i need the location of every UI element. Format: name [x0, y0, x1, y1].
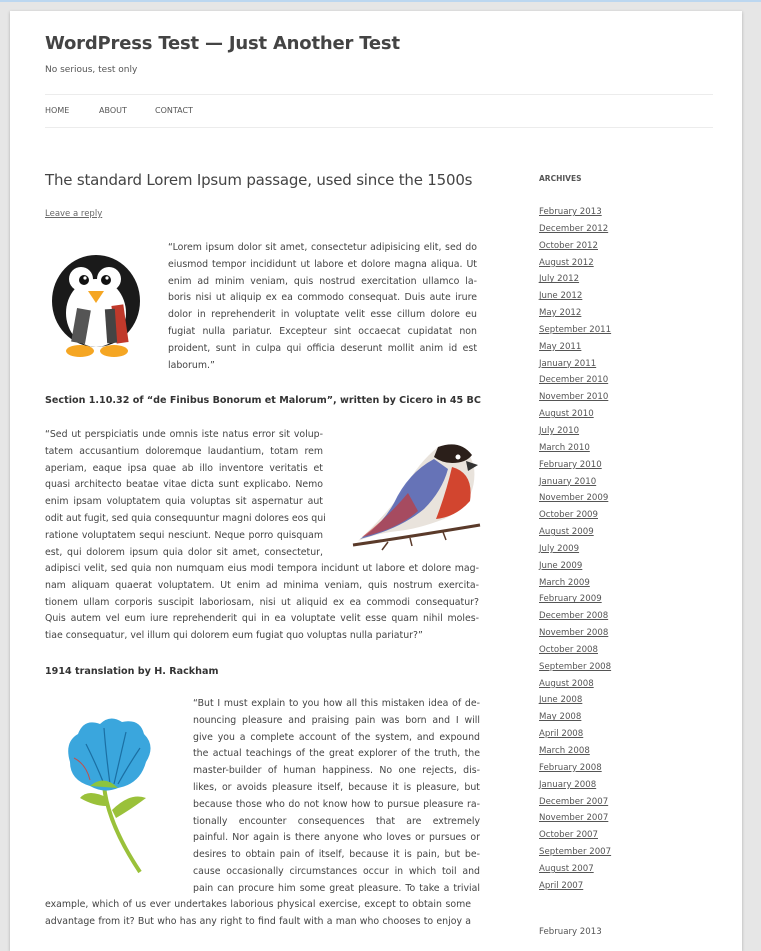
archive-link[interactable]: December 2008 [539, 611, 609, 622]
leave-reply-link[interactable]: Leave a reply [45, 209, 103, 219]
archive-item [539, 778, 611, 795]
main-navigation [45, 94, 713, 128]
text-line: nam aliquam quaerat voluptatem. Ut enim ad minima veniam, quis nostrum exercita- [45, 579, 479, 591]
archive-link[interactable]: September 2008 [539, 661, 612, 672]
archive-link[interactable]: February 2013 [539, 927, 602, 937]
archive-item [539, 441, 611, 458]
text-line: “Lorem ipsum dolor sit amet, consectetur adipisicing elit, sed do [168, 242, 477, 253]
text-line: nouncing pleasure and praising pain was born and I will [193, 714, 480, 726]
archive-item [539, 222, 611, 239]
archive-link[interactable]: October 2007 [539, 830, 598, 841]
archive-item [539, 660, 611, 677]
paragraph-sed-ut-full [45, 561, 479, 645]
archive-item [539, 390, 611, 407]
text-line: laborum.” [168, 359, 215, 371]
text-line: “Sed ut perspiciatis unde omnis iste natus error sit volup- [45, 429, 323, 440]
text-line: tionem ullam corporis suscipit laboriosam, nisi ut aliquid ex ea commodi consequatur? [45, 596, 479, 608]
archive-item [539, 744, 611, 761]
archive-link[interactable]: June 2009 [539, 560, 583, 571]
text-line: Quis autem vel eum iure reprehenderit qui in ea voluptate velit esse quam nihil moles- [45, 613, 479, 625]
archive-item [539, 862, 611, 879]
archive-link[interactable]: July 2010 [539, 425, 580, 436]
archive-link[interactable]: April 2008 [539, 729, 584, 740]
text-line: “But I must explain to you how all this mistaken idea of de- [193, 698, 480, 709]
text-line: example, which of us ever undertakes laborious physical exercise, except to obtain some [45, 899, 471, 910]
archives-widget-title: ARCHIVES [539, 174, 582, 183]
archive-link[interactable]: February 2013 [539, 207, 602, 217]
archive-item [539, 677, 611, 694]
archive-item [539, 559, 611, 576]
archive-link[interactable]: October 2012 [539, 240, 598, 251]
text-line: ratione voluptatem sequi nesciunt. Neque porro quisquam [45, 529, 323, 541]
archive-link[interactable]: August 2007 [539, 863, 594, 874]
penguin-icon [44, 247, 154, 359]
archive-link[interactable]: August 2009 [539, 527, 594, 538]
archive-link[interactable]: October 2008 [539, 644, 598, 655]
text-line: dolor in reprehenderit in voluptate velit esse cillum dolore eu [168, 309, 477, 321]
archive-link[interactable]: August 2010 [539, 409, 594, 420]
archive-link[interactable]: April 2007 [539, 880, 584, 891]
archive-item [539, 795, 611, 812]
paragraph-but-i-wrapped [193, 696, 480, 898]
archive-item [539, 340, 611, 357]
archive-link[interactable]: August 2012 [539, 257, 594, 268]
archive-link[interactable]: February 2009 [539, 594, 602, 605]
archive-link[interactable]: November 2009 [539, 493, 609, 504]
browser-top-line [0, 0, 761, 2]
flower-icon [60, 714, 160, 876]
archive-item [539, 289, 611, 306]
archive-link[interactable]: October 2009 [539, 510, 598, 521]
archive-item [539, 576, 611, 593]
archive-item [539, 205, 611, 222]
archive-link[interactable]: February 2008 [539, 762, 602, 773]
archive-link[interactable]: June 2008 [539, 695, 583, 706]
archive-link[interactable]: September 2011 [539, 324, 612, 335]
archive-link[interactable]: June 2012 [539, 291, 583, 302]
archive-item [539, 710, 611, 727]
archive-item [539, 693, 611, 710]
archive-link[interactable]: February 2010 [539, 459, 602, 470]
text-line: because those who do not know how to pursue pleasure ra- [193, 798, 480, 810]
archive-link[interactable]: January 2008 [539, 779, 597, 790]
site-title[interactable]: WordPress Test — Just Another Test [45, 33, 400, 54]
archive-item [539, 424, 611, 441]
nav-item-home[interactable]: HOME [45, 106, 70, 115]
archive-link[interactable]: November 2010 [539, 392, 609, 403]
archives-list [539, 205, 611, 896]
archive-item [539, 761, 611, 778]
text-line: cause occasionally circumstances occur in which toil and [193, 865, 480, 877]
archive-link[interactable]: December 2012 [539, 223, 609, 234]
text-line: proident, sunt in culpa qui officia deserunt mollit anim id est [168, 342, 477, 354]
archive-item [539, 407, 611, 424]
archive-link[interactable]: August 2008 [539, 678, 594, 689]
archive-item [539, 373, 611, 390]
archive-item [539, 609, 611, 626]
archive-item [539, 323, 611, 340]
text-line: likes, or avoids pleasure itself, because it is pleasure, but [193, 781, 480, 793]
nav-item-about[interactable]: ABOUT [99, 106, 127, 115]
archive-item [539, 727, 611, 744]
archive-link[interactable]: November 2008 [539, 628, 609, 639]
text-line: quasi architecto beatae vitae dicta sunt explicabo. Nemo [45, 479, 323, 491]
text-line: est, qui dolorem ipsum quia dolor sit amet, consectetur, [45, 546, 323, 558]
archive-item [539, 811, 611, 828]
archive-item [539, 458, 611, 475]
archive-item [539, 272, 611, 289]
section-heading-rackham: 1914 translation by H. Rackham [45, 666, 219, 677]
text-line: tionally encounter consequences that are extremely [193, 815, 480, 827]
archive-link[interactable]: January 2010 [539, 476, 597, 487]
text-line: odit aut fugit, sed quia consequuntur magni dolores eos qui [45, 512, 326, 524]
archive-link[interactable]: July 2009 [539, 543, 580, 554]
site-description: No serious, test only [45, 65, 138, 75]
archive-item [539, 491, 611, 508]
paragraph-but-i-full [45, 897, 471, 931]
archive-item [539, 256, 611, 273]
text-line: desires to obtain pain of itself, because it is pain, but be- [193, 849, 480, 861]
archive-item [539, 357, 611, 374]
bird-icon [348, 433, 483, 555]
archive-item [539, 508, 611, 525]
archive-item [539, 845, 611, 862]
text-line: the actual teachings of the great explorer of the truth, the [193, 748, 480, 760]
text-line: boris nisi ut aliquip ex ea commodo consequat. Duis aute irure [168, 292, 477, 304]
text-line: give you a complete account of the system, and expound [193, 731, 480, 743]
nav-item-contact[interactable]: CONTACT [155, 106, 193, 115]
text-line: painful. Nor again is there anyone who loves or pursues or [193, 832, 480, 844]
text-line: tatem accusantium doloremque laudantium, totam rem [45, 445, 323, 457]
archive-link[interactable]: July 2012 [539, 274, 580, 285]
archives-list-secondary [539, 927, 602, 937]
archive-link[interactable]: March 2010 [539, 442, 590, 453]
archive-item [539, 592, 611, 609]
text-line: master-builder of human happiness. No one rejects, dis- [193, 765, 480, 777]
archive-item [539, 525, 611, 542]
archive-link[interactable]: September 2007 [539, 847, 612, 858]
archive-item [539, 475, 611, 492]
section-heading-cicero: Section 1.10.32 of “de Finibus Bonorum et Malorum”, written by Cicero in 45 BC [45, 395, 481, 406]
archive-link[interactable]: March 2009 [539, 577, 590, 588]
archive-item [539, 828, 611, 845]
paragraph-sed-ut-wrapped [45, 427, 326, 561]
archive-link[interactable]: May 2012 [539, 308, 582, 319]
archive-item [539, 626, 611, 643]
page-container [10, 11, 742, 951]
archive-link[interactable]: December 2010 [539, 375, 609, 386]
archive-link[interactable]: January 2011 [539, 358, 597, 369]
archive-item [539, 306, 611, 323]
archive-item [539, 879, 611, 896]
text-line: aperiam, eaque ipsa quae ab illo inventore veritatis et [45, 462, 323, 474]
archive-link[interactable]: May 2011 [539, 341, 582, 352]
archive-item [539, 927, 602, 937]
archive-link[interactable]: May 2008 [539, 712, 582, 723]
text-line: tiae consequatur, vel illum qui dolorem eum fugiat quo voluptas nulla pariatur?” [45, 630, 423, 642]
archive-item [539, 643, 611, 660]
text-line: advantage from it? But who has any right to find fault with a man who chooses to enjoy a [45, 915, 471, 927]
text-line: eiusmod tempor incididunt ut labore et dolore magna aliqua. Ut [168, 258, 477, 270]
archive-item [539, 542, 611, 559]
text-line: fugiat nulla pariatur. Excepteur sint occaecat cupidatat non [168, 325, 477, 337]
text-line: adipisci velit, sed quia non numquam eius modi tempora incidunt ut labore et dolore mag- [45, 563, 479, 574]
archive-link[interactable]: November 2007 [539, 813, 609, 824]
post-title[interactable]: The standard Lorem Ipsum passage, used since the 1500s [45, 171, 473, 189]
text-line: enim ad minim veniam, quis nostrud exercitation ullamco la- [168, 275, 477, 287]
paragraph-lorem [168, 240, 477, 374]
archive-link[interactable]: December 2007 [539, 796, 609, 807]
archive-link[interactable]: March 2008 [539, 746, 590, 756]
archive-item [539, 239, 611, 256]
text-line: pain can procure him some great pleasure. To take a trivial [193, 882, 480, 894]
text-line: enim ipsam voluptatem quia voluptas sit aspernatur aut [45, 496, 323, 508]
